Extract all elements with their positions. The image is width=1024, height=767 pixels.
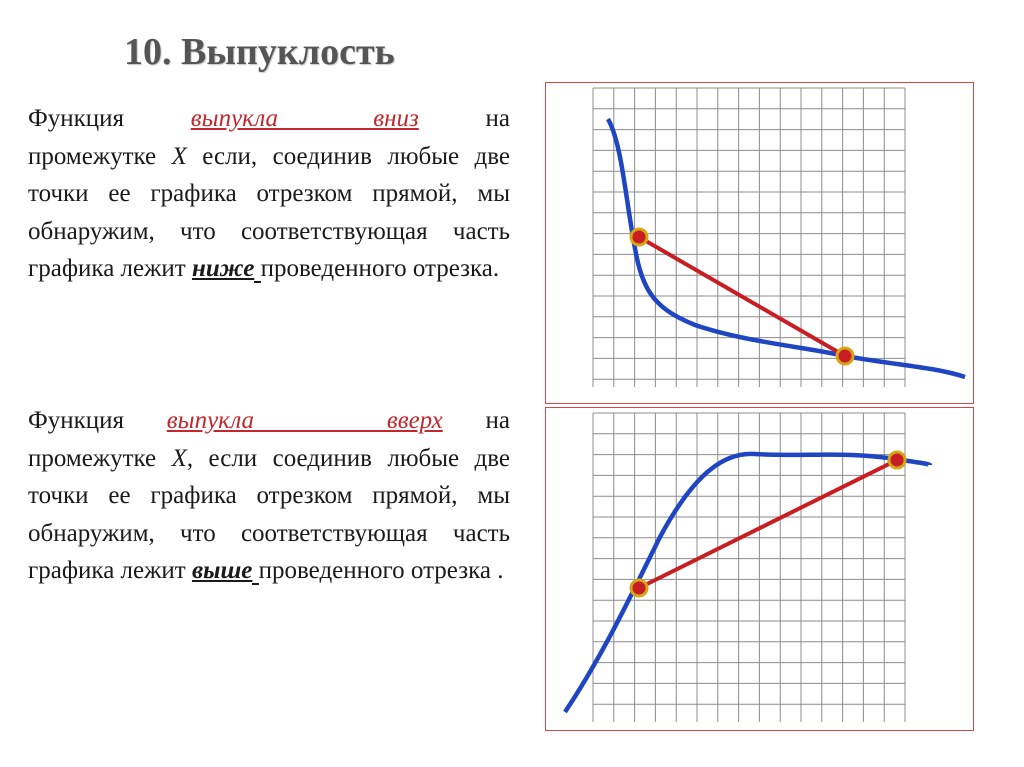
convex-up-mid: на промежутке	[28, 407, 510, 472]
convex-up-figure	[545, 407, 985, 722]
convex-down-lead: Функция	[28, 105, 125, 132]
convex-down-term: выпукла вниз	[190, 105, 419, 132]
convex-down-paragraph	[28, 100, 510, 288]
convex-up-term: выпукла вверх	[166, 407, 443, 434]
convex-down-figure	[545, 82, 985, 387]
interval-variable: Х	[171, 142, 187, 170]
convex-down-tail: проведенного отрезка.	[260, 255, 500, 283]
convex-down-mid: на промежутке	[28, 105, 510, 170]
interval-variable: Х	[171, 444, 187, 472]
convex-up-curve	[565, 454, 930, 712]
chord-point	[631, 580, 647, 596]
slide-title: 10. Выпуклость	[124, 31, 395, 73]
convex-up-lead: Функция	[28, 407, 125, 434]
convex-up-paragraph	[28, 402, 510, 590]
chord-point	[631, 229, 647, 245]
grid	[593, 413, 905, 722]
chord-point	[837, 348, 853, 364]
convex-up-emphasis: выше	[191, 557, 253, 585]
chord-point	[889, 452, 905, 468]
convex-down-body: если, соединив любые две точки ее графика отрезком прямой, мы обнаружим, что соответствующая часть графика лежит	[28, 142, 510, 283]
convex-up-tail: проведенного отрезка .	[258, 557, 504, 585]
convex-up-body: , если соединив любые две точки ее графика отрезком прямой, мы обнаружим, что соответствующая часть графика лежит	[28, 444, 510, 585]
chord-line	[639, 460, 897, 588]
convex-down-emphasis: ниже	[191, 255, 255, 283]
